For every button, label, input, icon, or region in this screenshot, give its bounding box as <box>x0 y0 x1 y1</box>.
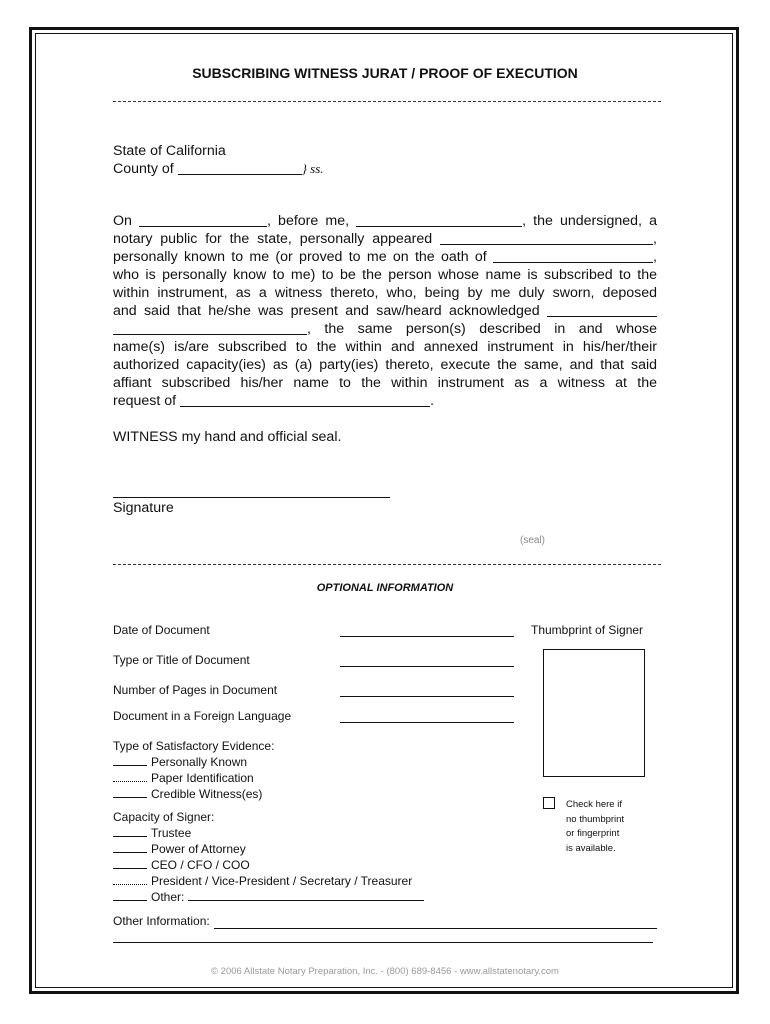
witness-statement: WITNESS my hand and official seal. <box>113 429 342 445</box>
capacity-ceo[interactable]: CEO / CFO / COO <box>113 857 424 873</box>
pages-label: Number of Pages in Document <box>113 683 278 697</box>
para-row-2: notary public for the state, personally appeared , <box>113 231 657 247</box>
para-row-10: affiant subscribed his/her name to the within instrument as a witness at the <box>113 375 657 391</box>
capacity-trustee[interactable]: Trustee <box>113 825 424 841</box>
para-row-1: On , before me, , the undersigned, a <box>113 213 657 229</box>
jurat-paragraph <box>113 212 657 410</box>
acknowledged-blank-2[interactable] <box>113 321 307 335</box>
capacity-poa[interactable]: Power of Attorney <box>113 841 424 857</box>
other-information-line-2[interactable] <box>113 942 653 943</box>
pages-line[interactable] <box>340 696 514 697</box>
para-row-8: name(s) is/are subscribed to the within and annexed instrument in his/her/their <box>113 339 657 355</box>
other-information-label: Other Information: <box>113 914 210 928</box>
no-thumbprint-checkbox[interactable] <box>543 797 555 809</box>
county-blank[interactable] <box>178 161 302 175</box>
appeared-blank[interactable] <box>440 231 653 245</box>
county-label: County of <box>113 161 174 177</box>
document-title: SUBSCRIBING WITNESS JURAT / PROOF OF EXECUTION <box>192 65 578 81</box>
para-row-7: , the same person(s) described in and whose <box>113 320 657 338</box>
date-blank[interactable] <box>139 213 267 227</box>
divider-middle <box>113 564 661 565</box>
para-row-6: and said that he/she was present and saw/heard acknowledged <box>113 302 657 320</box>
capacity-section <box>113 810 424 905</box>
footer-copyright: © 2006 Allstate Notary Preparation, Inc. - (800) 689-8456 - www.allstatenotary.com <box>211 966 559 977</box>
para-row-5: within instrument, as a witness thereto, who, being by me duly sworn, deposed <box>113 285 657 301</box>
date-of-document-line[interactable] <box>340 636 514 637</box>
oath-blank[interactable] <box>493 249 653 263</box>
para-row-9: authorized capacity(ies) as (a) party(ies) thereto, execute the same, and that said <box>113 357 657 373</box>
seal-label: (seal) <box>520 535 546 546</box>
other-information-line-1[interactable] <box>214 928 657 929</box>
para-row-11: request of . <box>113 393 435 409</box>
thumbprint-label: Thumbprint of Signer <box>531 623 644 637</box>
signature-label: Signature <box>113 500 174 516</box>
optional-heading: OPTIONAL INFORMATION <box>316 582 454 594</box>
foreign-language-label: Document in a Foreign Language <box>113 709 292 723</box>
thumbprint-box[interactable] <box>543 649 645 777</box>
capacity-officer[interactable]: President / Vice-President / Secretary / Treasurer <box>113 873 424 889</box>
evidence-paper-id[interactable]: Paper Identification <box>113 770 274 786</box>
request-blank[interactable] <box>180 393 430 407</box>
evidence-section <box>113 739 274 802</box>
state-label: State of California <box>113 143 226 159</box>
type-title-label: Type or Title of Document <box>113 653 250 667</box>
evidence-credible-witness[interactable]: Credible Witness(es) <box>113 786 274 802</box>
divider-top <box>113 101 661 102</box>
acknowledged-blank[interactable] <box>547 303 657 317</box>
capacity-other[interactable]: Other: <box>113 889 424 905</box>
type-title-line[interactable] <box>340 666 514 667</box>
notary-name-blank[interactable] <box>356 213 522 227</box>
no-thumbprint-note: Check here if no thumbprint or fingerprint is available. <box>566 799 625 854</box>
para-row-3: personally known to me (or proved to me on the oath of , <box>113 249 657 265</box>
ss-mark: } ss. <box>301 161 324 176</box>
foreign-language-line[interactable] <box>340 722 514 723</box>
para-row-4: who is personally know to me) to be the person whose name is subscribed to the <box>113 267 657 283</box>
county-line <box>113 160 324 178</box>
evidence-heading: Type of Satisfactory Evidence: <box>113 739 275 753</box>
signature-line[interactable] <box>113 497 390 498</box>
date-of-document-label: Date of Document <box>113 623 210 637</box>
capacity-heading: Capacity of Signer: <box>113 810 215 824</box>
evidence-personally-known[interactable]: Personally Known <box>113 754 274 770</box>
